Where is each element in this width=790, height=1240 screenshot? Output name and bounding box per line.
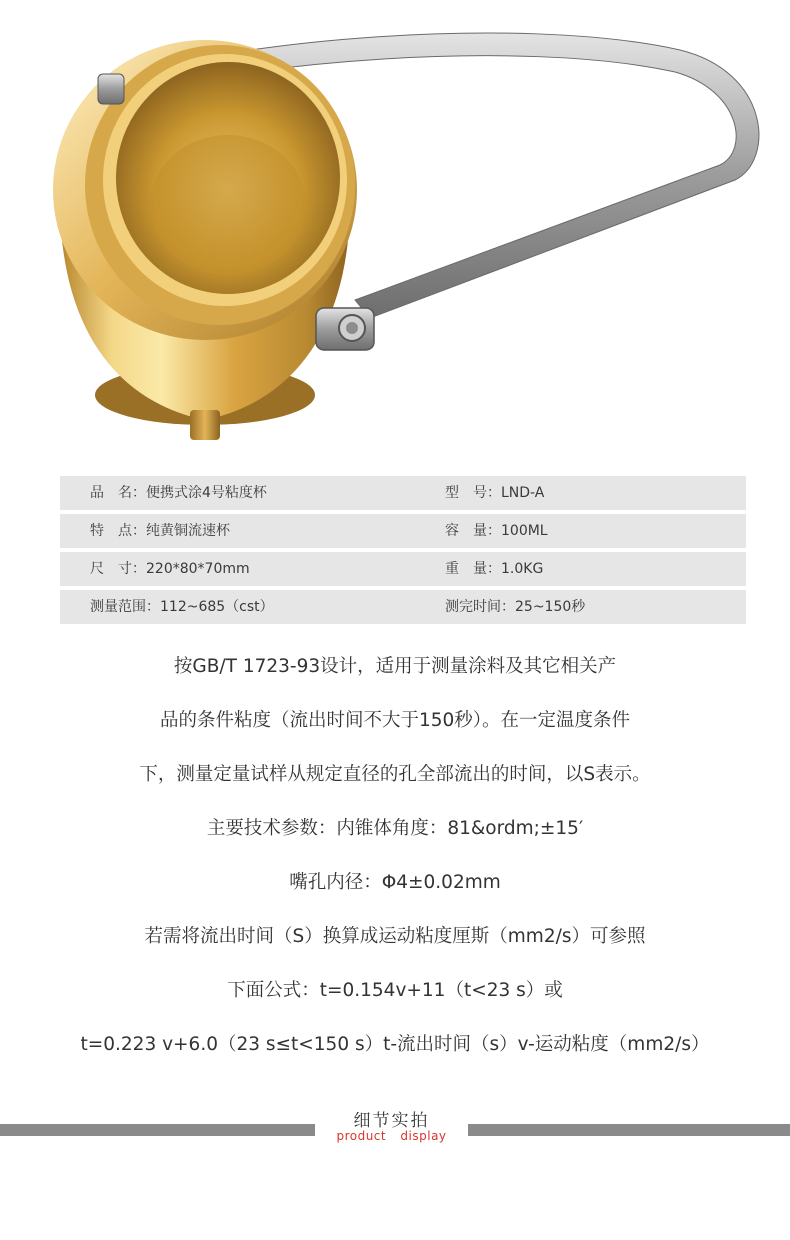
spec-row [60, 590, 746, 624]
section-title: 细节实拍 [353, 1111, 430, 1131]
spec-label: 测量范围： [90, 599, 160, 615]
divider-bar-right [468, 1124, 790, 1136]
description-line: 若需将流出时间（S）换算成运动粘度厘斯（mm2/s）可参照 [144, 926, 646, 947]
spec-label: 容 量： [445, 523, 501, 539]
spec-cell [90, 476, 267, 510]
spec-value: 1.0KG [501, 561, 544, 577]
spec-cell [445, 590, 585, 624]
divider-bar-left [0, 1124, 315, 1136]
spec-cell [90, 514, 230, 548]
description-line: 下，测量定量试样从规定直径的孔全部流出的时间，以S表示。 [139, 764, 651, 785]
spec-value: 纯黄铜流速杯 [146, 523, 230, 539]
spec-row [60, 514, 746, 548]
description-line: t=0.223 v+6.0（23 s≤t<150 s）t-流出时间（s）v-运动粘度（mm2/s） [80, 1034, 710, 1055]
brass-viscosity-cup-photo [0, 0, 790, 470]
spec-cell [90, 552, 250, 586]
spec-label: 尺 寸： [90, 561, 146, 577]
spec-row [60, 476, 746, 510]
spec-row [60, 552, 746, 586]
spec-cell [90, 590, 274, 624]
spec-cell [445, 476, 544, 510]
description-line: 主要技术参数：内锥体角度：81&ordm;±15′ [206, 818, 584, 839]
spec-table [60, 476, 746, 628]
spec-value: 112~685（cst） [160, 599, 274, 615]
spec-value: LND-A [501, 485, 545, 501]
spec-label: 型 号： [445, 485, 501, 501]
description-line: 嘴孔内径：Φ4±0.02mm [289, 872, 501, 893]
spec-value: 220*80*70mm [146, 561, 250, 577]
description-line: 按GB/T 1723-93设计，适用于测量涂料及其它相关产 [173, 656, 617, 677]
spec-value: 便携式涂4号粘度杯 [146, 485, 267, 501]
spec-label: 特 点： [90, 523, 146, 539]
spec-label: 品 名： [90, 485, 146, 501]
product-photo [0, 0, 790, 470]
section-subtitle: product display [336, 1129, 447, 1143]
spec-value: 100ML [501, 523, 548, 539]
spec-value: 25~150秒 [515, 599, 586, 615]
spec-cell [445, 552, 543, 586]
section-divider [0, 1100, 790, 1160]
description-line: 下面公式：t=0.154v+11（t<23 s）或 [227, 980, 563, 1001]
spec-label: 重 量： [445, 561, 501, 577]
description-line: 品的条件粘度（流出时间不大于150秒）。在一定温度条件 [159, 710, 631, 731]
spec-cell [445, 514, 548, 548]
spec-label: 测完时间： [445, 599, 515, 615]
product-description [0, 640, 790, 1072]
